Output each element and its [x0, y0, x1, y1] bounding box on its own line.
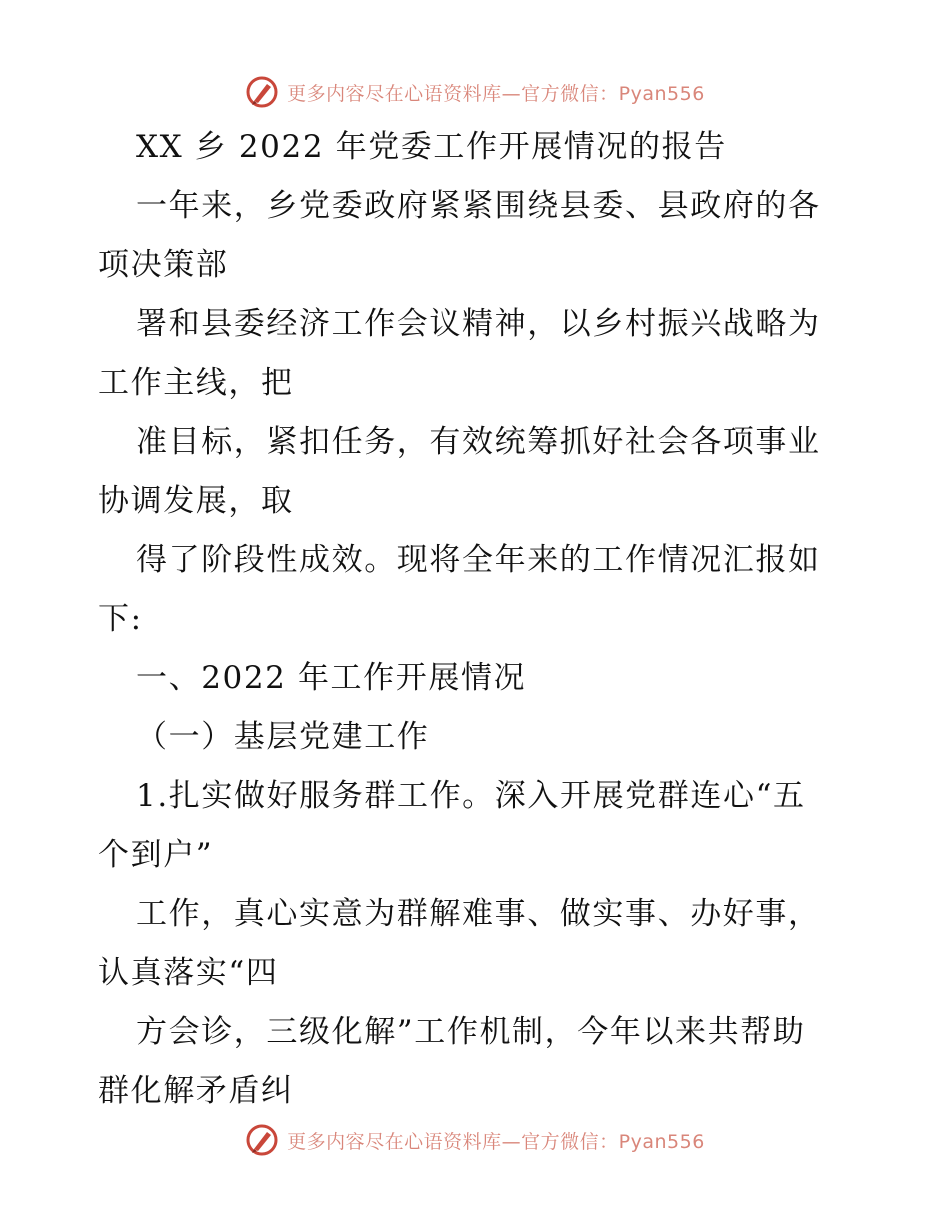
- document-line: 一、2022 年工作开展情况: [136, 660, 527, 696]
- watermark-id: Pyan556: [618, 82, 705, 105]
- document-line: 准目标，紧扣任务，有效统筹抓好社会各项事业: [136, 424, 821, 460]
- document-line: 工作主线，把: [98, 365, 294, 401]
- document-line: 群化解矛盾纠: [98, 1073, 294, 1109]
- document-line: 下:: [98, 601, 143, 637]
- document-line: 项决策部: [98, 247, 229, 283]
- document-body: [98, 118, 858, 1121]
- pen-logo-icon: [245, 1123, 279, 1157]
- document-line: 得了阶段性成效。现将全年来的工作情况汇报如: [136, 542, 821, 578]
- header-watermark: [0, 72, 950, 112]
- document-line: 方会诊，三级化解”工作机制，今年以来共帮助: [136, 1014, 806, 1050]
- document-line: XX 乡 2022 年党委工作开展情况的报告: [136, 129, 727, 165]
- watermark-text: [287, 79, 705, 106]
- document-line: 署和县委经济工作会议精神，以乡村振兴战略为: [136, 306, 821, 342]
- watermark-label: 更多内容尽在心语资料库—官方微信：: [287, 82, 619, 105]
- document-line: 1.扎实做好服务群工作。深入开展党群连心“五: [136, 778, 806, 814]
- document-line: 一年来，乡党委政府紧紧围绕县委、县政府的各: [136, 188, 821, 224]
- watermark-text: [287, 1127, 705, 1154]
- footer-watermark: [0, 1120, 950, 1160]
- document-line: 认真落实“四: [98, 955, 279, 991]
- pen-logo-icon: [245, 75, 279, 109]
- watermark-id: Pyan556: [618, 1130, 705, 1153]
- document-line: 协调发展，取: [98, 483, 294, 519]
- document-line: 个到户”: [98, 837, 214, 873]
- document-line: （一）基层党建工作: [136, 719, 430, 755]
- watermark-label: 更多内容尽在心语资料库—官方微信：: [287, 1130, 619, 1153]
- document-line: 工作，真心实意为群解难事、做实事、办好事，: [136, 896, 821, 932]
